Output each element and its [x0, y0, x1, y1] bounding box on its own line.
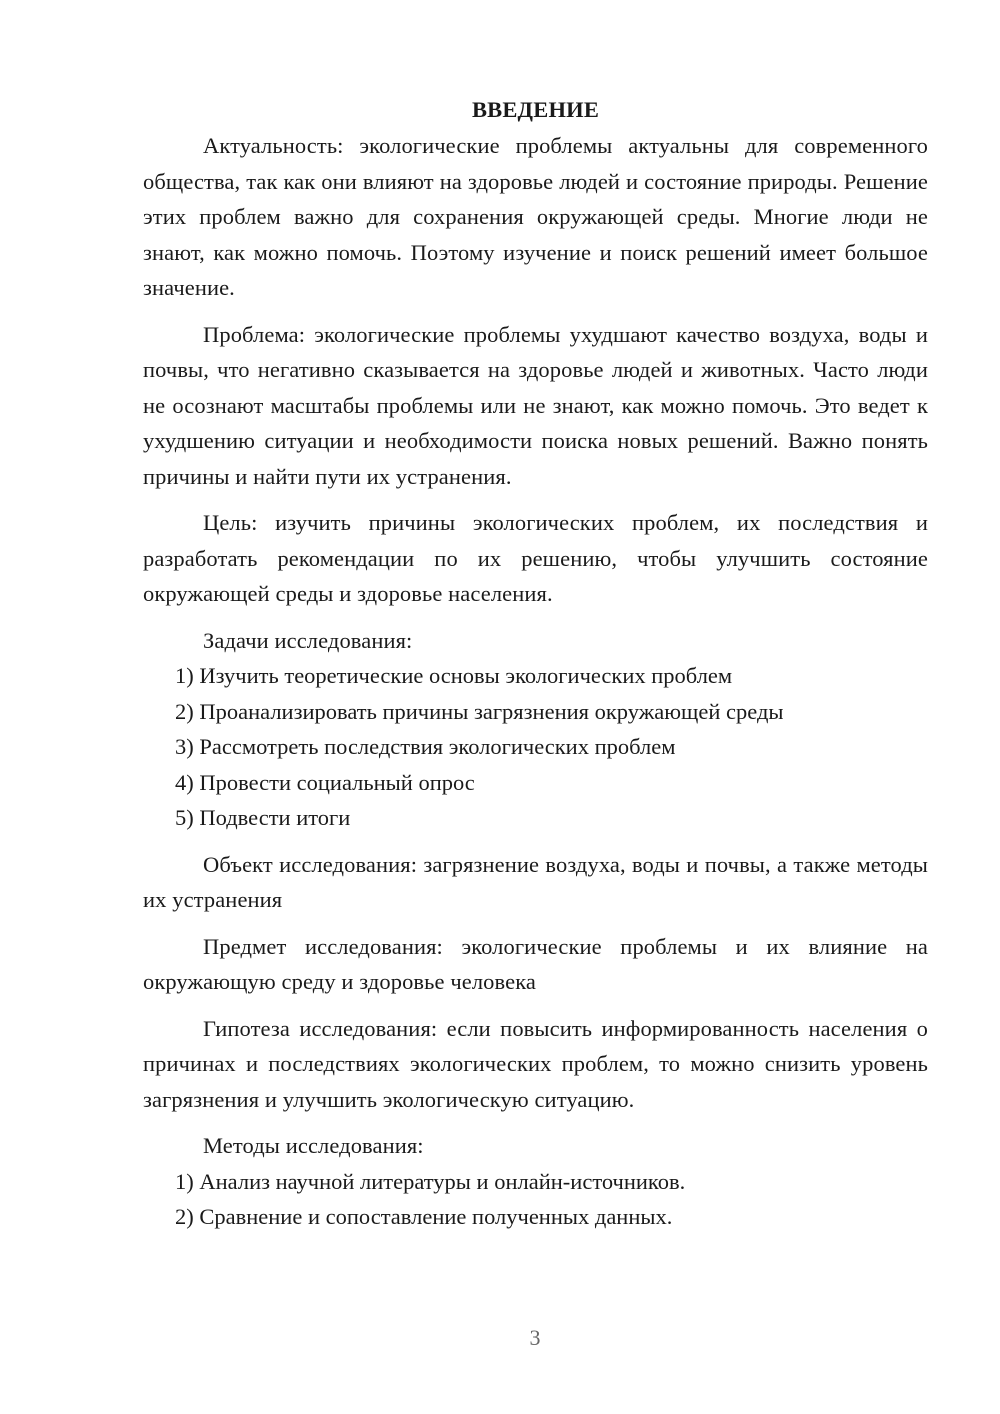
goal-paragraph: Цель: изучить причины экологических проблем, их последствия и разработать рекомендации по их решению, чтобы улучшить состояние окружающей среды и здоровье населения. [143, 510, 928, 606]
list-item: 5) Подвести итоги [175, 805, 351, 830]
list-item: 2) Проанализировать причины загрязнения окружающей среды [175, 698, 784, 724]
list-item: 4) Провести социальный опрос [175, 769, 475, 795]
methods-heading: Методы исследования: [203, 1133, 424, 1158]
subject-paragraph: Предмет исследования: экологические проблемы и их влияние на окружающую среду и здоровье человека [143, 933, 928, 994]
tasks-list [143, 658, 928, 836]
list-item: 2) Сравнение и сопоставление полученных данных. [175, 1204, 673, 1229]
list-item: 3) Рассмотреть последствия экологических проблем [175, 734, 676, 759]
relevance-paragraph: Актуальность: экологические проблемы актуальны для современного общества, так как они влияют на здоровье людей и состояние природы. Решение этих проблем важно для сохранения окружающей среды. Многие люди не знают, как можно помочь. Поэтому изучение и поиск решений имеет большое значение. [143, 133, 928, 300]
document-page [143, 92, 928, 1235]
problem-paragraph: Проблема: экологические проблемы ухудшают качество воздуха, воды и почвы, что негативно сказывается на здоровье людей и животных. Часто люди не осознают масштабы проблемы или не знают, как можно помочь. Это ведет к ухудшению ситуации и необходимости поиска новых решений. Важно понять причины и найти пути их устранения. [143, 321, 928, 489]
hypothesis-paragraph: Гипотеза исследования: если повысить информированность населения о причинах и последствиях экологических проблем, то можно снизить уровень загрязнения и улучшить экологическую ситуацию. [143, 1015, 928, 1112]
object-paragraph: Объект исследования: загрязнение воздуха, воды и почвы, а также методы их устранения [143, 851, 928, 912]
list-item: 1) Анализ научной литературы и онлайн-источников. [175, 1168, 686, 1194]
list-item: 1) Изучить теоретические основы экологических проблем [175, 663, 733, 688]
page-number: 3 [529, 1325, 541, 1350]
page-title: ВВЕДЕНИЕ [471, 97, 600, 122]
methods-list [143, 1164, 928, 1235]
tasks-heading: Задачи исследования: [203, 627, 413, 653]
